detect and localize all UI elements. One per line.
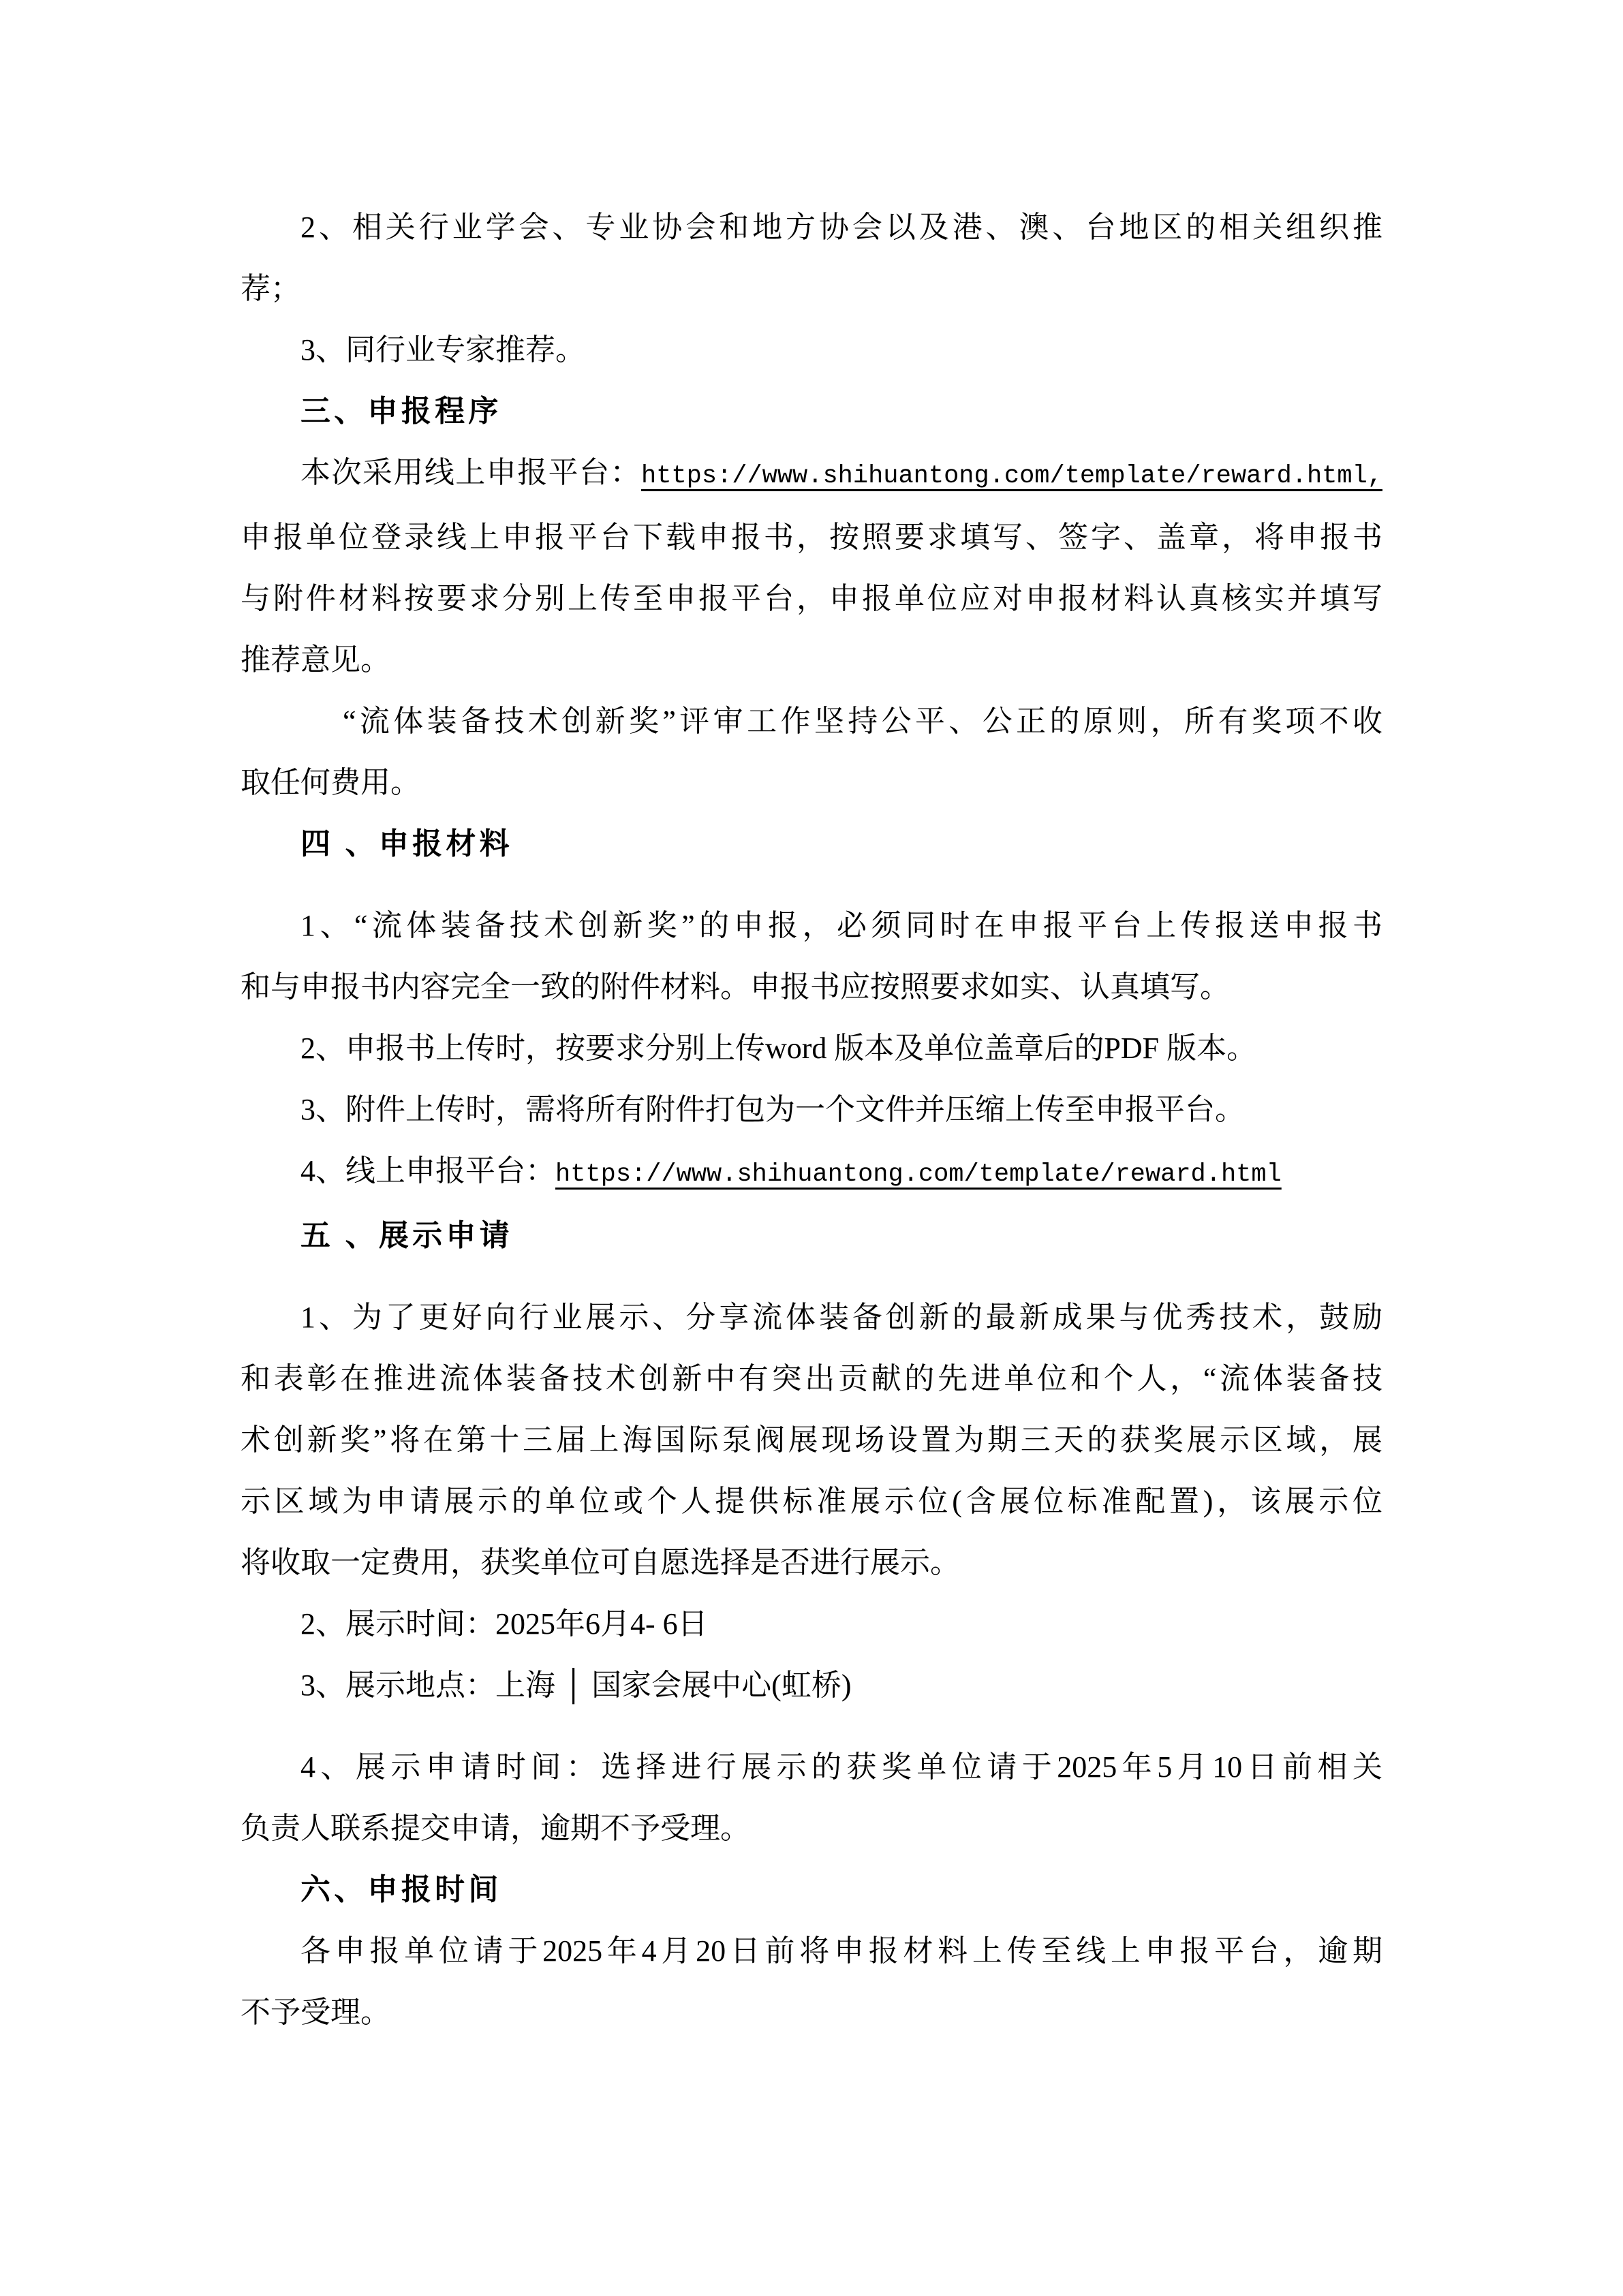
heading-application-procedure: 三、申报程序 — [300, 394, 502, 428]
line-recommend-orgs-cont: 荐； — [241, 272, 300, 305]
line-deadline: 各申报单位请于2025年4月20日前将申报材料上传至线上申报平台，逾期 — [300, 1934, 1382, 1968]
line-exhibition-1-cont-4: 将收取一定费用，获奖单位可自愿选择是否进行展示。 — [241, 1546, 960, 1579]
line-materials-4 — [241, 1141, 1382, 1205]
line-online-platform — [241, 442, 1382, 507]
line-procedure-cont-1: 申报单位登录线上申报平台下载申报书，按照要求填写、签字、盖章，将申报书 — [241, 521, 1382, 554]
line-procedure-cont-2: 与附件材料按要求分别上传至申报平台，申报单位应对申报材料认真核实并填写 — [241, 582, 1382, 615]
line-procedure-cont-3: 推荐意见。 — [241, 643, 390, 677]
line-exhibition-apply-cont: 负责人联系提交申请，逾期不予受理。 — [241, 1812, 750, 1845]
line-deadline-cont: 不予受理。 — [241, 1996, 390, 2029]
line-exhibition-apply-time: 4、展示申请时间：选择进行展示的获奖单位请于2025年5月10日前相关 — [300, 1750, 1382, 1784]
line-exhibition-place: 3、展示地点：上海 │ 国家会展中心(虹桥) — [300, 1669, 852, 1702]
line-materials-1: 1、“流体装备技术创新奖”的申报，必须同时在申报平台上传报送申报书 — [300, 909, 1382, 942]
line-materials-3: 3、附件上传时，需将所有附件打包为一个文件并压缩上传至申报平台。 — [300, 1093, 1245, 1126]
heading-application-materials: 四 、申报材料 — [300, 827, 513, 860]
line-materials-1-cont: 和与申报书内容完全一致的附件材料。申报书应按照要求如实、认真填写。 — [241, 970, 1230, 1004]
line-exhibition-1-cont-2: 术创新奖”将在第十三届上海国际泵阀展现场设置为期三天的获奖展示区域，展 — [241, 1423, 1382, 1457]
line-review-principle-cont: 取任何费用。 — [241, 766, 420, 799]
heading-exhibition-application: 五 、展示申请 — [300, 1219, 513, 1252]
application-platform-link[interactable]: https://www.shihuantong.com/template/reward.html, — [641, 462, 1382, 491]
line-materials-2: 2、申报书上传时，按要求分别上传word 版本及单位盖章后的PDF 版本。 — [300, 1031, 1257, 1065]
online-platform-label-2: 4、线上申报平台： — [300, 1154, 555, 1188]
line-peer-experts: 3、同行业专家推荐。 — [300, 333, 585, 367]
heading-application-deadline: 六、申报时间 — [300, 1873, 502, 1906]
line-review-principle: “流体装备技术创新奖”评审工作坚持公平、公正的原则，所有奖项不收 — [343, 704, 1382, 738]
line-exhibition-1: 1、为了更好向行业展示、分享流体装备创新的最新成果与优秀技术，鼓励 — [300, 1301, 1382, 1334]
line-exhibition-1-cont-1: 和表彰在推进流体装备技术创新中有突出贡献的先进单位和个人，“流体装备技 — [241, 1362, 1382, 1395]
line-exhibition-time: 2、展示时间：2025年6月4- 6日 — [300, 1607, 708, 1641]
online-platform-label: 本次采用线上申报平台： — [300, 456, 642, 489]
line-recommend-orgs: 2、相关行业学会、专业协会和地方协会以及港、澳、台地区的相关组织推 — [300, 211, 1382, 244]
line-exhibition-1-cont-3: 示区域为申请展示的单位或个人提供标准展示位(含展位标准配置)，该展示位 — [241, 1485, 1382, 1518]
application-platform-link-2[interactable]: https://www.shihuantong.com/template/reward.html — [555, 1160, 1282, 1189]
